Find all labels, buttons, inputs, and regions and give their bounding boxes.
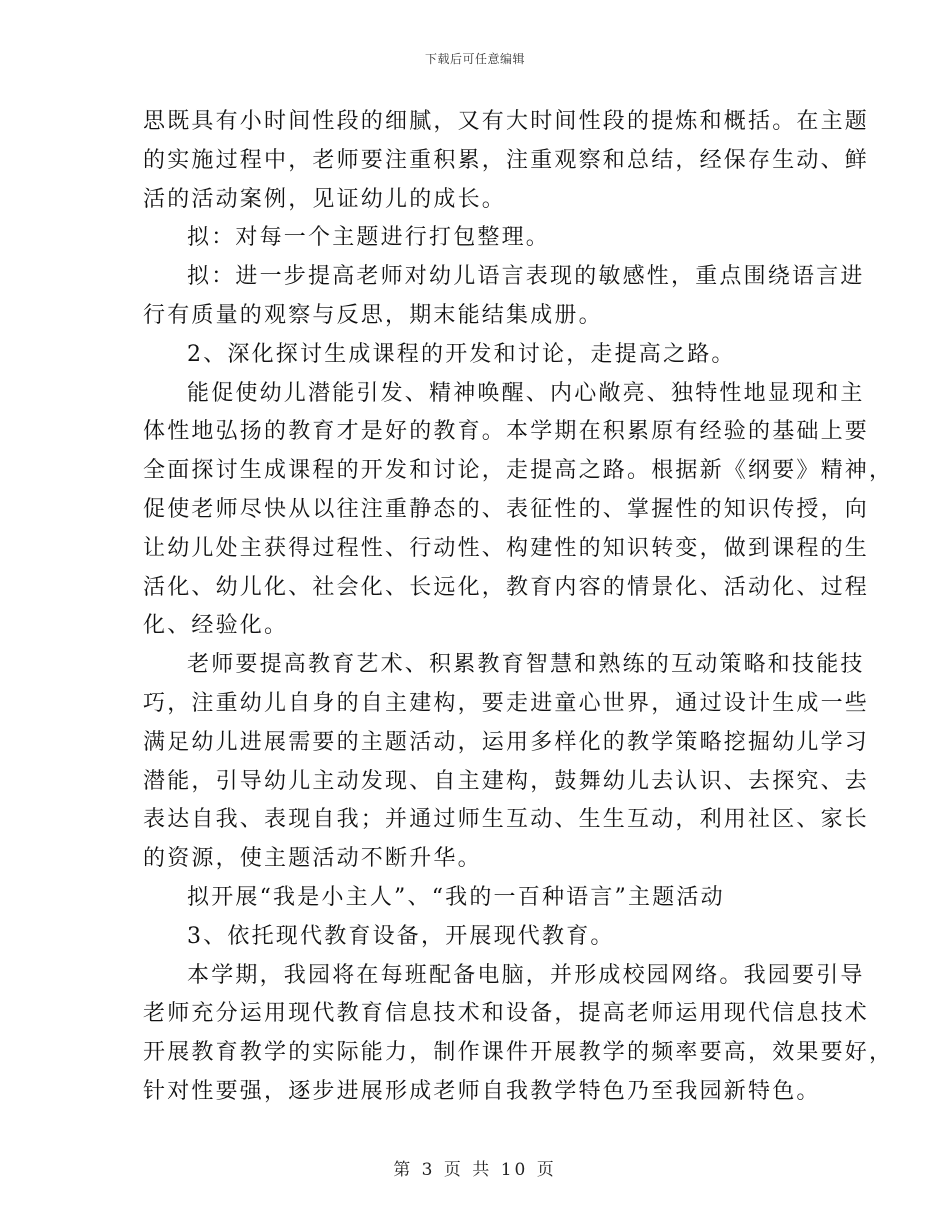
text-line: 本学期，我园将在每班配备电脑，并形成校园网络。我园要引导 bbox=[187, 962, 865, 988]
text-line: 促使老师尽快从以往注重静态的、表征性的、掌握性的知识传授，向 bbox=[143, 496, 870, 522]
text-line: 行有质量的观察与反思，期末能结集成册。 bbox=[143, 302, 603, 328]
text-line: 活的活动案例，见证幼儿的成长。 bbox=[143, 186, 507, 212]
text-line: 开展教育教学的实际能力，制作课件开展教学的频率要高，效果要好， bbox=[143, 1040, 894, 1066]
text-line: 思既具有小时间性段的细腻，又有大时间性段的提炼和概括。在主题 bbox=[143, 109, 870, 134]
text-line: 能促使幼儿潜能引发、精神唤醒、内心敞亮、独特性地显现和主 bbox=[187, 380, 865, 406]
page-number-footer: 第 3 页 共 10 页 bbox=[393, 1160, 557, 1180]
text-line: 拟：进一步提高老师对幼儿语言表现的敏感性，重点围绕语言进 bbox=[187, 264, 865, 290]
text-line: 活化、幼儿化、社会化、长远化，教育内容的情景化、活动化、过程 bbox=[143, 574, 870, 600]
text-line: 的实施过程中，老师要注重积累，注重观察和总结，经保存生动、鲜 bbox=[143, 147, 870, 173]
text-line: 针对性要强，逐步进展形成老师自我教学特色乃至我园新特色。 bbox=[143, 1078, 821, 1104]
text-line: 全面探讨生成课程的开发和讨论，走提高之路。根据新《纲要》精神， bbox=[143, 458, 894, 484]
text-line: 的资源，使主题活动不断升华。 bbox=[143, 846, 482, 872]
text-line: 潜能，引导幼儿主动发现、自主建构，鼓舞幼儿去认识、去探究、去 bbox=[143, 768, 870, 794]
text-line: 拟：对每一个主题进行打包整理。 bbox=[187, 225, 551, 251]
text-line: 体性地弘扬的教育才是好的教育。本学期在积累原有经验的基础上要 bbox=[143, 419, 870, 445]
text-line: 老师要提高教育艺术、积累教育智慧和熟练的互动策略和技能技 bbox=[187, 652, 865, 678]
text-line: 化、经验化。 bbox=[143, 613, 289, 639]
body-text bbox=[143, 103, 894, 1112]
text-line: 拟开展“我是小主人”、“我的一百种语言”主题活动 bbox=[187, 884, 725, 910]
text-line: 老师充分运用现代教育信息技术和设备，提高老师运用现代信息技术 bbox=[143, 1001, 870, 1027]
text-line: 巧，注重幼儿自身的自主建构，要走进童心世界，通过设计生成一些 bbox=[143, 690, 870, 716]
text-line: 表达自我、表现自我；并通过师生互动、生生互动，利用社区、家长 bbox=[143, 807, 870, 833]
section-heading-3: 3、依托现代教育设备，开展现代教育。 bbox=[187, 923, 615, 949]
page-header-note: 下载后可任意编辑 bbox=[424, 52, 525, 66]
text-line: 满足幼儿进展需要的主题活动，运用多样化的教学策略挖掘幼儿学习 bbox=[143, 729, 870, 755]
section-heading-2: 2、深化探讨生成课程的开发和讨论，走提高之路。 bbox=[187, 341, 736, 367]
text-line: 让幼儿处主获得过程性、行动性、构建性的知识转变，做到课程的生 bbox=[143, 535, 870, 561]
